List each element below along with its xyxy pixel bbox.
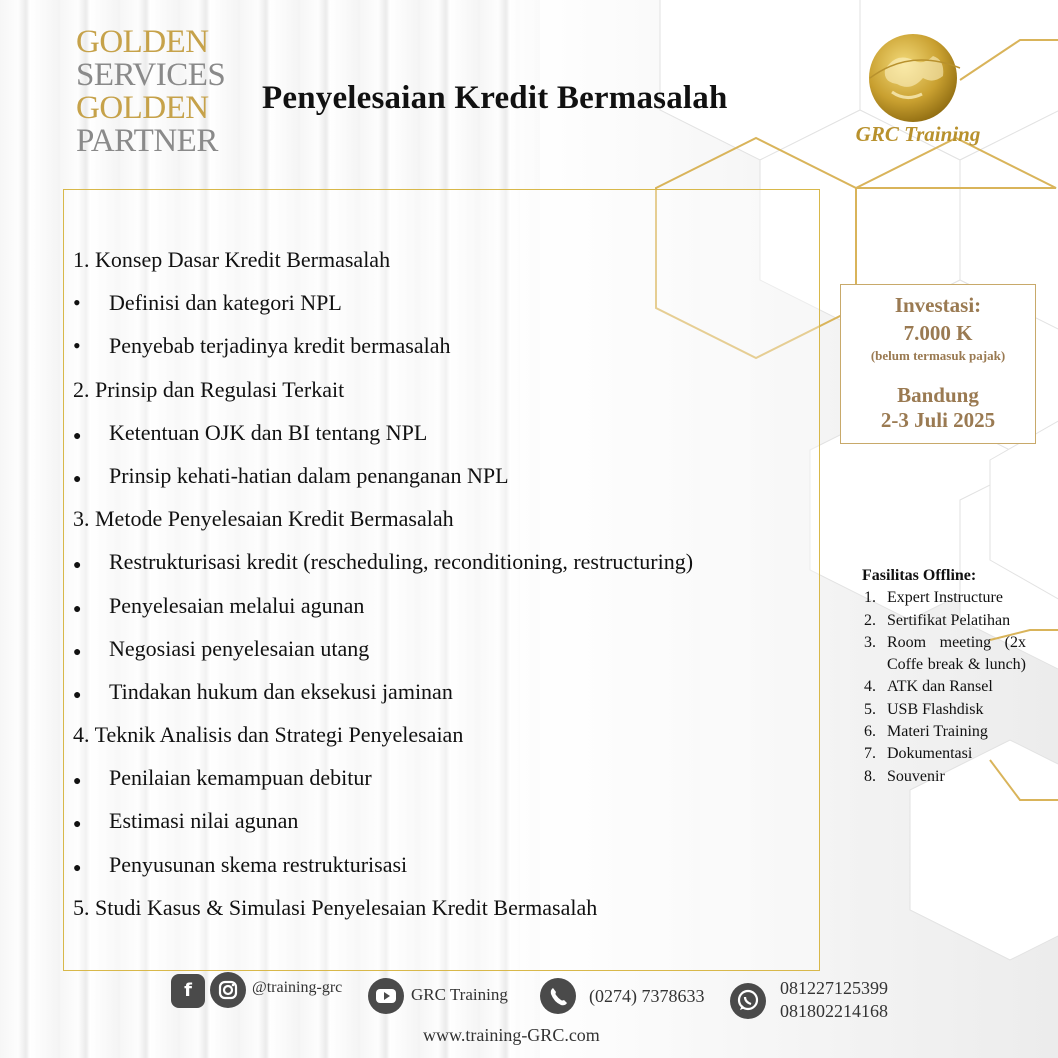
bullet-icon: • [73,290,81,316]
bullet-item: • Penyebab terjadinya kredit bermasalah [73,331,813,374]
bullet-icon: ● [73,774,82,790]
bullet-item: • Definisi dan kategori NPL [73,288,813,331]
youtube-icon[interactable] [368,978,404,1014]
event-date: 2-3 Juli 2025 [880,408,996,432]
page-title: Penyelesaian Kredit Bermasalah [262,80,728,116]
facilities-list [862,565,1026,788]
logo-line-4: PARTNER [76,123,218,159]
facility-item: 2. Sertifikat Pelatihan [864,611,1011,629]
whatsapp-icon[interactable] [730,983,766,1019]
phone-icon[interactable] [540,978,576,1014]
logo-line-3: GOLDEN [76,90,209,126]
golden-services-logo [76,24,226,159]
youtube-channel[interactable]: GRC Training [411,985,508,1004]
bullet-item: ● Penyusunan skema restrukturisasi [73,850,813,893]
bullet-item: ● Ketentuan OJK dan BI tentang NPL [73,418,813,461]
facility-item: 5. USB Flashdisk [864,700,984,718]
whatsapp-number-1[interactable]: 081227125399 [780,978,888,998]
bullet-item: ● Estimasi nilai agunan [73,806,813,849]
bullet-icon: • [73,333,81,359]
instagram-icon[interactable] [210,972,246,1008]
footer [0,965,1058,1058]
facility-item: 4. ATK dan Ransel [864,678,993,696]
section-item: 1. Konsep Dasar Kredit Bermasalah [73,247,391,272]
facility-item: 7. Dokumentasi [864,745,973,763]
bullet-item: ● Penyelesaian melalui agunan [73,591,813,634]
investasi-label: Investasi: [894,293,982,317]
facility-item: 3. Room meeting (2x Coffe break & lunch) [864,633,1026,674]
office-phone[interactable]: (0274) 7378633 [589,986,705,1006]
section-item: 2. Prinsip dan Regulasi Terkait [73,376,345,402]
grc-training-label: GRC Training [855,122,981,146]
logo-line-2: SERVICES [76,57,226,93]
logo-line-1: GOLDEN [76,24,209,60]
bullet-icon: ● [73,644,82,660]
bullet-item: ● Prinsip kehati-hatian dalam penanganan NPL [73,461,813,504]
syllabus-list [73,245,813,936]
bullet-item: ● Penilaian kemampuan debitur [73,763,813,806]
facility-item: 8. Souvenir [864,767,945,785]
facilities-heading: Fasilitas Offline: [862,567,977,584]
bullet-icon: ● [73,687,82,703]
bullet-icon: ● [73,428,82,444]
city: Bandung [897,383,979,407]
facility-item: 6. Materi Training [864,723,988,741]
tax-note: (belum termasuk pajak) [870,348,1006,363]
section-item: 4. Teknik Analisis dan Strategi Penyelesaian [73,722,464,748]
bullet-icon: ● [73,860,82,876]
section-item: 5. Studi Kasus & Simulasi Penyelesaian Kredit Bermasalah [73,894,598,920]
price: 7.000 K [903,321,973,345]
whatsapp-number-2[interactable]: 081802214168 [780,1001,888,1021]
bullet-icon: ● [73,817,82,833]
bullet-item: ● Tindakan hukum dan eksekusi jaminan [73,677,813,720]
facility-item: 1. Expert Instructure [864,589,1003,607]
bullet-item: ● Negosiasi penyelesaian utang [73,634,813,677]
section-item: 3. Metode Penyelesaian Kredit Bermasalah [73,506,454,532]
investment-box [840,284,1036,444]
facebook-icon[interactable]: f [171,974,205,1008]
bullet-icon: ● [73,558,82,574]
bullet-icon: ● [73,601,82,617]
social-handle[interactable]: @training-grc [252,979,343,996]
website-link[interactable]: www.training-GRC.com [423,1025,600,1045]
bullet-icon: ● [73,471,82,487]
bullet-item: ● Restrukturisasi kredit (rescheduling, reconditioning, restructuring) [73,547,813,590]
